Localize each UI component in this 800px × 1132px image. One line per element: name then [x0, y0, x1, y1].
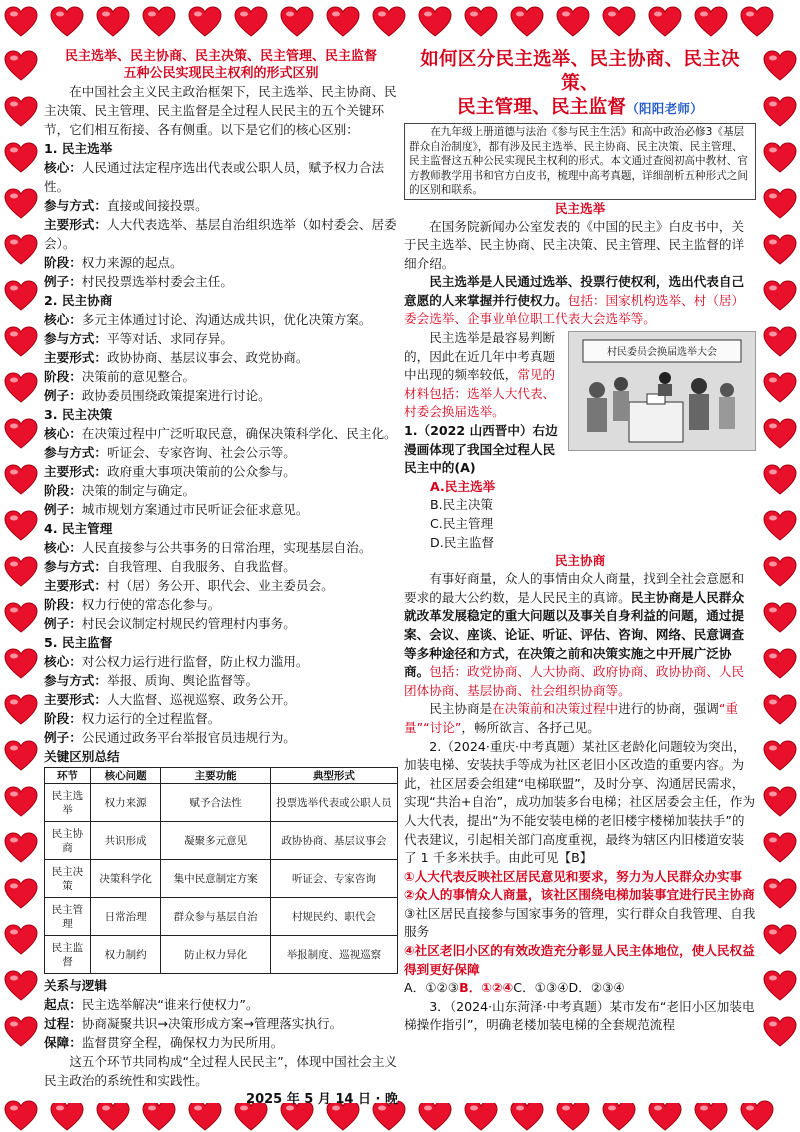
item-key: 例子：: [44, 502, 82, 517]
table-header-cell: 主要功能: [161, 768, 270, 784]
item-value: 人大监督、巡视巡察、政务公开。: [106, 692, 296, 707]
item-value: 公民通过政务平台举报官员违规行为。: [81, 730, 296, 745]
item-value: 自我管理、自我服务、自我监督。: [106, 559, 296, 574]
heart-icon: [740, 6, 774, 38]
section-item: [44, 576, 398, 595]
relation-key: 保障：: [44, 1035, 82, 1050]
relation-item: [44, 995, 398, 1014]
left-intro: 在中国社会主义民主政治框架下，民主选举、民主协商、民主决策、民主管理、民主监督是全过程人民民主的五个关键环节，它们相互衔接、各有侧重。以下是它们的核心区别：: [44, 84, 397, 137]
consultation-includes: 包括：政党协商、人大协商、政府协商、政协协商、人民团体协商、基层协商、社会组织协商等。: [404, 664, 745, 698]
table-row: [45, 936, 398, 974]
table-row: [45, 898, 398, 936]
heart-icon: [464, 6, 498, 38]
heart-icon: [4, 694, 38, 726]
heart-icon: [763, 50, 797, 82]
cartoon-illustration: [569, 332, 755, 450]
heart-icon: [648, 1100, 682, 1132]
relation-item: [44, 1033, 398, 1052]
item-key: 参与方式：: [44, 559, 107, 574]
choice-a: A．①②③: [404, 980, 460, 996]
section-item: [44, 500, 398, 519]
table-cell: 村规民约、职代会: [270, 898, 397, 936]
heart-icon: [763, 188, 797, 220]
table-cell: 民主决策: [45, 860, 91, 898]
question1-option: D.民主监督: [430, 534, 495, 550]
consultation-p2-c: ，畅所欲言、各抒己见。: [461, 719, 600, 735]
relation-heading: 关系与逻辑: [44, 978, 107, 993]
section-item: [44, 462, 398, 481]
item-value: 权力行使的常态化参与。: [81, 597, 221, 612]
section-item: [44, 196, 398, 215]
heart-icon: [4, 418, 38, 450]
heart-icon: [4, 280, 38, 312]
table-header-cell: 环节: [45, 768, 91, 784]
heart-icon: [763, 740, 797, 772]
table-cell: 群众参与基层自治: [161, 898, 270, 936]
consultation-para2: [404, 700, 756, 737]
item-value: 人大代表选举、基层自治组织选举（如村委会、居委会）。: [44, 217, 397, 251]
teacher-name: （阳阳老师）: [626, 101, 703, 116]
section-item: [44, 538, 398, 557]
heart-icon: [763, 556, 797, 588]
section-item: [44, 215, 398, 253]
section-heading-consultation: 民主协商: [554, 553, 606, 569]
item-key: 核心：: [44, 654, 82, 669]
table-cell: 民主选举: [45, 784, 91, 822]
table-row: [45, 784, 398, 822]
item-key: 主要形式：: [44, 464, 107, 479]
relation-value: 协商凝聚共识→决策形成方案→管理落实执行。: [81, 1016, 343, 1031]
heart-icon: [234, 6, 268, 38]
item-value: 决策的制定与确定。: [81, 483, 196, 498]
item-value: 权力运行的全过程监督。: [81, 711, 221, 726]
table-row: [45, 822, 398, 860]
section-item: [44, 614, 398, 633]
section-item: [44, 595, 398, 614]
election-definition: 民主选举是人民通过选举、投票行使权利，选出代表自己意愿的人来掌握并行使权力。: [404, 274, 745, 308]
table-cell: 集中民意制定方案: [161, 860, 270, 898]
election-para2: [404, 273, 756, 329]
right-title-line1: 如何区分民主选举、民主协商、民主决策、: [420, 49, 740, 94]
table-cell: 赋予合法性: [161, 784, 270, 822]
date-line: 2025 年 5 月 14 日 · 晚: [246, 1092, 398, 1107]
item-key: 主要形式：: [44, 692, 107, 707]
heart-icon: [418, 6, 452, 38]
item-key: 例子：: [44, 388, 82, 403]
heart-icon: [510, 6, 544, 38]
table-body: [45, 784, 398, 974]
heart-icon: [418, 1100, 452, 1132]
table-cell: 投票选举代表或公职人员: [270, 784, 397, 822]
table-cell: 权力来源: [90, 784, 161, 822]
section-item: [44, 386, 398, 405]
heart-icon: [4, 372, 38, 404]
consultation-p2-red1: 在决策前和决策过程中: [492, 701, 619, 717]
section-item: [44, 709, 398, 728]
item-value: 权力来源的起点。: [81, 255, 183, 270]
heart-icon: [4, 188, 38, 220]
question3-stem: 3．（2024·山东菏泽·中考真题）某市发布“老旧小区加装电梯操作指引”，明确老楼加装电梯的全套规范流程: [404, 998, 755, 1033]
consultation-p2-red2: “重量”“讨论”: [404, 701, 738, 735]
election-includes: 包括：国家机构选举、村（居）委会选举、企事业单位职工代表大会选举等。: [404, 292, 745, 327]
heart-icon: [763, 602, 797, 634]
table-cell: 共识形成: [90, 822, 161, 860]
item-value: 举报、质询、舆论监督等。: [106, 673, 259, 688]
item-key: 参与方式：: [44, 331, 107, 346]
heart-icon: [763, 786, 797, 818]
left-title-line2: 五种公民实现民主权利的形式区别: [123, 66, 319, 81]
table-cell: 日常治理: [90, 898, 161, 936]
heart-icon: [4, 602, 38, 634]
table-row: [45, 860, 398, 898]
heart-icon: [4, 648, 38, 680]
section-item: [44, 272, 398, 291]
heart-icon: [763, 142, 797, 174]
question1-stem: 1.（2022 山西晋中）右边漫画体现了我国全过程人民民主中的(A): [404, 423, 558, 476]
question2-option1: ①人大代表反映社区居民意见和要求，努力为人民群众办实事: [404, 868, 743, 884]
item-key: 例子：: [44, 730, 82, 745]
item-value: 决策前的意见整合。: [81, 369, 196, 384]
election-para3-text: 民主选举是最容易判断的，因此在近几年中考真题中出现的频率较低，: [404, 330, 556, 383]
section-item: [44, 367, 398, 386]
table-cell: 权力制约: [90, 936, 161, 974]
choice-b: B．①②④: [459, 980, 514, 996]
heart-icon: [510, 1100, 544, 1132]
question1-options: [404, 478, 756, 552]
heart-icon: [326, 6, 360, 38]
table-cell: 听证会、专家咨询: [270, 860, 397, 898]
consultation-p2-a: 民主协商是: [429, 701, 493, 717]
section-item: [44, 481, 398, 500]
table-cell: 凝聚多元意见: [161, 822, 270, 860]
left-title-line1: 民主选举、民主协商、民主决策、民主管理、民主监督: [64, 49, 377, 64]
item-key: 例子：: [44, 616, 82, 631]
summary-table: [44, 767, 398, 974]
heart-icon: [50, 6, 84, 38]
table-cell: 民主协商: [45, 822, 91, 860]
relation-item: [44, 1014, 398, 1033]
section-item: [44, 348, 398, 367]
item-key: 参与方式：: [44, 673, 107, 688]
heart-icon: [4, 832, 38, 864]
left-column: [44, 48, 398, 1107]
heart-icon: [4, 924, 38, 956]
section-item: [44, 728, 398, 747]
question2-option4: ④社区老旧小区的有效改造充分彰显人民主体地位，使人民权益得到更好保障: [404, 943, 755, 977]
section-item: [44, 443, 398, 462]
item-value: 政府重大事项决策前的公众参与。: [106, 464, 296, 479]
heart-icon: [556, 6, 590, 38]
heart-icon: [763, 464, 797, 496]
table-cell: 民主监督: [45, 936, 91, 974]
heart-icon: [4, 1100, 38, 1132]
item-value: 政协委员围绕政策提案进行讨论。: [81, 388, 271, 403]
section-heading: 3. 民主决策: [44, 407, 113, 422]
relation-key: 过程：: [44, 1016, 82, 1031]
section-item: [44, 671, 398, 690]
question2-stem: 2.（2024·重庆·中考真题）某社区老龄化问题较为突出，加装电梯、安装扶手等成为社区老旧小区改造的重要内容。为此，社区居委会组建“电梯联盟”，及时分享、沟通居民需求，实现“共治+自治”，成功加装多台电梯；社区居委会主任，作为人大代表，提出“为不能安装电梯的老旧楼宇楼梯加装扶手”的代表建议，引起相关部门高度重视，最终为辖区内旧楼道安装了 1 千多米扶手。由此可见【B】: [404, 738, 756, 866]
item-key: 主要形式：: [44, 217, 107, 232]
heart-icon: [763, 372, 797, 404]
election-cartoon-image: [568, 331, 756, 451]
heart-icon: [763, 832, 797, 864]
cartoon-caption: 村民委员会换届选举大会: [607, 347, 717, 359]
table-cell: 防止权力异化: [161, 936, 270, 974]
question2-option2: ②众人的事情众人商量，该社区围绕电梯加装事宜进行民主协商: [404, 887, 755, 903]
heart-icon: [694, 1100, 728, 1132]
consultation-definition: 民主协商是人民群众就改革发展稳定的重大问题以及事关自身利益的问题，通过提案、会议、座谈、论证、听证、评估、咨询、网络、民意调查等多种途径和方式，在决策之前和决策实施之中开展广泛协商。: [404, 589, 745, 680]
item-key: 主要形式：: [44, 578, 107, 593]
relation-value: 监督贯穿全程，确保权力为民所用。: [81, 1035, 284, 1050]
heart-icon: [96, 6, 130, 38]
section-item: [44, 652, 398, 671]
intro-box: [404, 123, 756, 200]
heart-icon: [4, 1016, 38, 1048]
table-header-cell: 核心问题: [90, 768, 161, 784]
question2-option3: ③社区居民直接参与国家事务的管理，实行群众自我管理、自我服务: [404, 905, 756, 940]
relation-value: 民主选举解决“谁来行使权力”。: [81, 997, 259, 1012]
heart-icon: [372, 6, 406, 38]
heart-icon: [763, 1016, 797, 1048]
section-item: [44, 310, 398, 329]
heart-icon: [763, 510, 797, 542]
item-key: 核心：: [44, 426, 82, 441]
item-key: 阶段：: [44, 597, 82, 612]
table-header-row: [45, 768, 398, 784]
question1-option: A.民主选举: [430, 478, 496, 494]
heart-icon: [763, 924, 797, 956]
heart-icon: [188, 6, 222, 38]
heart-icon: [602, 1100, 636, 1132]
heart-icon: [4, 142, 38, 174]
item-key: 参与方式：: [44, 198, 107, 213]
section-item: [44, 329, 398, 348]
item-value: 直接或间接投票。: [106, 198, 208, 213]
consultation-p2-b: 进行的协商，强调: [618, 701, 719, 717]
right-column: [404, 48, 756, 1103]
item-key: 核心：: [44, 160, 82, 175]
table-cell: 决策科学化: [90, 860, 161, 898]
item-key: 例子：: [44, 274, 82, 289]
heart-icon: [694, 6, 728, 38]
item-value: 平等对话、求同存异。: [106, 331, 233, 346]
heart-icon: [4, 50, 38, 82]
section-heading: 1. 民主选举: [44, 141, 113, 156]
item-value: 人民通过法定程序选出代表或公职人员，赋予权力合法性。: [44, 160, 385, 194]
table-cell: 民主管理: [45, 898, 91, 936]
section-item: [44, 690, 398, 709]
item-key: 参与方式：: [44, 445, 107, 460]
item-value: 对公权力运行进行监督，防止权力滥用。: [81, 654, 309, 669]
sections: [44, 139, 398, 747]
closing-text: 这五个环节共同构成“全过程人民民主”，体现中国社会主义民主政治的系统性和实践性。: [44, 1054, 398, 1088]
item-value: 城市规划方案通过市民听证会征求意见。: [81, 502, 309, 517]
election-materials: 常见的材料包括：选举人大代表、村委会换届选举。: [404, 367, 556, 420]
item-key: 阶段：: [44, 483, 82, 498]
heart-icon: [4, 878, 38, 910]
relation-key: 起点：: [44, 997, 82, 1012]
consultation-para1: [404, 570, 756, 700]
item-value: 政协协商、基层议事会、政党协商。: [106, 350, 309, 365]
election-para1: 在国务院新闻办公室发表的《中国的民主》白皮书中，关于民主选举、民主协商、民主决策、民主管理、民主监督的详细介绍。: [404, 218, 745, 271]
heart-icon: [280, 6, 314, 38]
item-value: 人民直接参与公共事务的日常治理，实现基层自治。: [81, 540, 372, 555]
heart-icon: [763, 970, 797, 1002]
heart-icon: [763, 96, 797, 128]
section-item: [44, 158, 398, 196]
heart-icon: [763, 280, 797, 312]
heart-icon: [763, 418, 797, 450]
choice-cd: C．①③④D．②③④: [513, 980, 625, 996]
heart-icon: [740, 1100, 774, 1132]
heart-icon: [4, 970, 38, 1002]
consultation-intro: 有事好商量，众人的事情由众人商量，找到全社会意愿和要求的最大公约数，是人民民主的真谛。: [404, 571, 745, 605]
table-cell: 政协协商、基层议事会: [270, 822, 397, 860]
summary-heading: 关键区别总结: [44, 749, 120, 764]
heart-icon: [648, 6, 682, 38]
heart-icon: [4, 6, 38, 38]
question2-choices: [404, 979, 756, 998]
item-key: 核心：: [44, 312, 82, 327]
heart-icon: [4, 740, 38, 772]
item-key: 阶段：: [44, 255, 82, 270]
heart-icon: [4, 786, 38, 818]
item-key: 阶段：: [44, 369, 82, 384]
section-heading: 4. 民主管理: [44, 521, 113, 536]
right-title-text: 民主管理、民主监督: [456, 97, 627, 118]
item-key: 核心：: [44, 540, 82, 555]
section-item: [44, 253, 398, 272]
heart-icon: [763, 694, 797, 726]
heart-icon: [763, 234, 797, 266]
heart-icon: [4, 234, 38, 266]
item-value: 村民会议制定村规民约管理村内事务。: [81, 616, 296, 631]
heart-icon: [602, 6, 636, 38]
heart-icon: [4, 556, 38, 588]
heart-icon: [4, 510, 38, 542]
right-title-line2: [404, 96, 756, 121]
question1-option: C.民主管理: [430, 516, 494, 531]
item-key: 主要形式：: [44, 350, 107, 365]
heart-icon: [464, 1100, 498, 1132]
item-value: 村民投票选举村委会主任。: [81, 274, 233, 289]
heart-icon: [556, 1100, 590, 1132]
item-value: 在决策过程中广泛听取民意，确保决策科学化、民主化。: [81, 426, 397, 441]
section-item: [44, 557, 398, 576]
section-heading: 5. 民主监督: [44, 635, 113, 650]
heart-icon: [142, 6, 176, 38]
heart-icon: [763, 648, 797, 680]
question1-option: B.民主决策: [430, 497, 494, 513]
relations: [44, 995, 398, 1052]
section-heading: 2. 民主协商: [44, 293, 113, 308]
heart-icon: [763, 326, 797, 358]
intro-box-text: 在九年级上册道德与法治《参与民主生活》和高中政治必修3《基层群众自治制度》，都有涉及民主选举、民主协商、民主决策、民主管理、民主监督这五种公民实现民主权利的形式。本文通过查阅初高中教材、官方教师教学用书和官方白皮书，梳理中高考真题，详细剖析五种形式之间的区别和联系。: [409, 126, 748, 196]
section-item: [44, 424, 398, 443]
section-heading-election: 民主选举: [554, 200, 606, 216]
table-header-cell: 典型形式: [270, 768, 397, 784]
heart-icon: [4, 464, 38, 496]
heart-icon: [4, 96, 38, 128]
item-value: 村（居）务公开、职代会、业主委员会。: [106, 578, 334, 593]
heart-icon: [763, 878, 797, 910]
table-cell: 举报制度、巡视巡察: [270, 936, 397, 974]
item-value: 听证会、专家咨询、社会公示等。: [106, 445, 296, 460]
item-value: 多元主体通过讨论、沟通达成共识，优化决策方案。: [81, 312, 372, 327]
heart-icon: [4, 326, 38, 358]
item-key: 阶段：: [44, 711, 82, 726]
